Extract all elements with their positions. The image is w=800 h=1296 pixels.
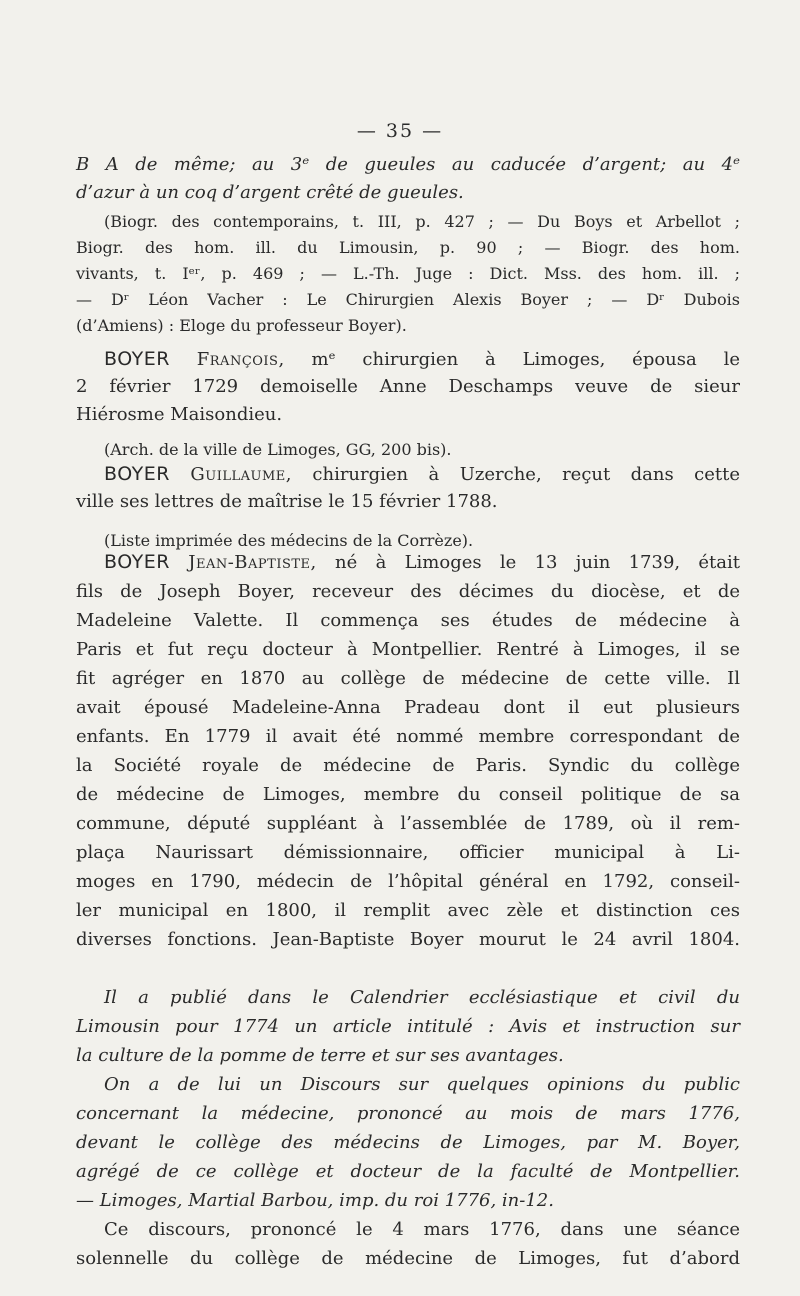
entry-line: ville ses lettres de maîtrise le 15 février 1788. <box>76 491 498 512</box>
paragraph-line: agrégé de ce collège et docteur de la faculté de Montpellier. <box>76 1161 740 1182</box>
entry-line: Madeleine Valette. Il commença ses études de médecine à <box>76 610 740 631</box>
entry-first-line <box>76 460 740 488</box>
entry-first-line <box>76 548 740 577</box>
paragraph-line: Limousin pour 1774 un article intitulé : Avis et instruction sur <box>76 1016 740 1037</box>
heraldry-line: d’azur à un coq d’argent crêté de gueules. <box>76 182 464 203</box>
entry-source: (Arch. de la ville de Limoges, GG, 200 bis). <box>104 440 452 459</box>
heraldry-description <box>76 151 740 207</box>
reference-line: Biogr. des hom. ill. du Limousin, p. 90 ; — Biogr. des hom. <box>76 238 740 257</box>
entry-jean-baptiste <box>76 548 740 1273</box>
entry-line: Paris et fut reçu docteur à Montpellier. Rentré à Limoges, il se <box>76 639 740 660</box>
paragraph-line: Ce discours, prononcé le 4 mars 1776, dans une séance <box>104 1219 740 1240</box>
entry-line: Hiérosme Maisondieu. <box>76 404 283 425</box>
entry-surname: BOYER <box>104 348 170 370</box>
entry-text: chirurgien à Uzerche, reçut dans cette <box>312 464 740 485</box>
entry-surname: BOYER <box>104 551 170 573</box>
entry-line: avait épousé Madeleine-Anna Pradeau dont il eut plusieurs <box>76 697 740 718</box>
entry-given-name: François, <box>196 349 285 370</box>
entry-line: ler municipal en 1800, il remplit avec zèle et distinction ces <box>76 900 740 921</box>
entry-given-name: Jean-Baptiste, <box>188 552 317 573</box>
entry-line <box>76 954 740 983</box>
reference-line: — Dʳ Léon Vacher : Le Chirurgien Alexis Boyer ; — Dʳ Dubois <box>76 290 740 309</box>
paragraph-line: solennelle du collège de médecine de Limoges, fut d’abord <box>76 1248 740 1269</box>
paragraph-line: — Limoges, Martial Barbou, imp. du roi 1776, in-12. <box>76 1190 554 1211</box>
entry-first-line <box>76 345 740 373</box>
entry-text: né à Limoges le 13 juin 1739, était <box>335 552 741 573</box>
entry-line: commune, député suppléant à l’assemblée de 1789, où il rem- <box>76 813 740 834</box>
heraldry-line: B A de même; au 3ᵉ de gueules au caducée d’argent; au 4ᵉ <box>76 154 740 175</box>
entry-source: (Liste imprimée des médecins de la Corrèze). <box>104 531 474 550</box>
reference-line: (Biogr. des contemporains, t. III, p. 427 ; — Du Boys et Arbellot ; <box>104 212 740 231</box>
entry-francois <box>76 345 740 463</box>
entry-surname: BOYER <box>104 463 170 485</box>
reference-line: (d’Amiens) : Eloge du professeur Boyer). <box>76 316 407 335</box>
entry-line: plaça Naurissart démissionnaire, officier municipal à Li- <box>76 842 740 863</box>
entry-text: mᵉ chirurgien à Limoges, épousa le <box>311 349 740 370</box>
paragraph-line: devant le collège des médecins de Limoges, par M. Boyer, <box>76 1132 740 1153</box>
page-number: — 35 — <box>356 120 444 142</box>
entry-line: de médecine de Limoges, membre du conseil politique de sa <box>76 784 740 805</box>
reference-line: vivants, t. Iᵉʳ, p. 469 ; — L.-Th. Juge : Dict. Mss. des hom. ill. ; <box>76 264 740 283</box>
entry-line: enfants. En 1779 il avait été nommé membre correspondant de <box>76 726 740 747</box>
paragraph-line: Il a publié dans le Calendrier ecclésiastique et civil du <box>104 987 740 1008</box>
references-block <box>76 209 740 339</box>
paragraph-line: On a de lui un Discours sur quelques opinions du public <box>104 1074 740 1095</box>
paragraph-line: concernant la médecine, prononcé au mois de mars 1776, <box>76 1103 740 1124</box>
paragraph-line: la culture de la pomme de terre et sur ses avantages. <box>76 1045 564 1066</box>
entry-guillaume <box>76 460 740 554</box>
entry-line: 2 février 1729 demoiselle Anne Deschamps veuve de sieur <box>76 376 740 397</box>
entry-line: la Société royale de médecine de Paris. Syndic du collège <box>76 755 740 776</box>
entry-line: diverses fonctions. Jean-Baptiste Boyer mourut le 24 avril 1804. <box>76 929 740 950</box>
entry-line: fit agréger en 1870 au collège de médecine de cette ville. Il <box>76 668 740 689</box>
entry-line: fils de Joseph Boyer, receveur des décimes du diocèse, et de <box>76 581 740 602</box>
entry-given-name: Guillaume, <box>190 464 292 485</box>
entry-line: moges en 1790, médecin de l’hôpital général en 1792, conseil- <box>76 871 740 892</box>
